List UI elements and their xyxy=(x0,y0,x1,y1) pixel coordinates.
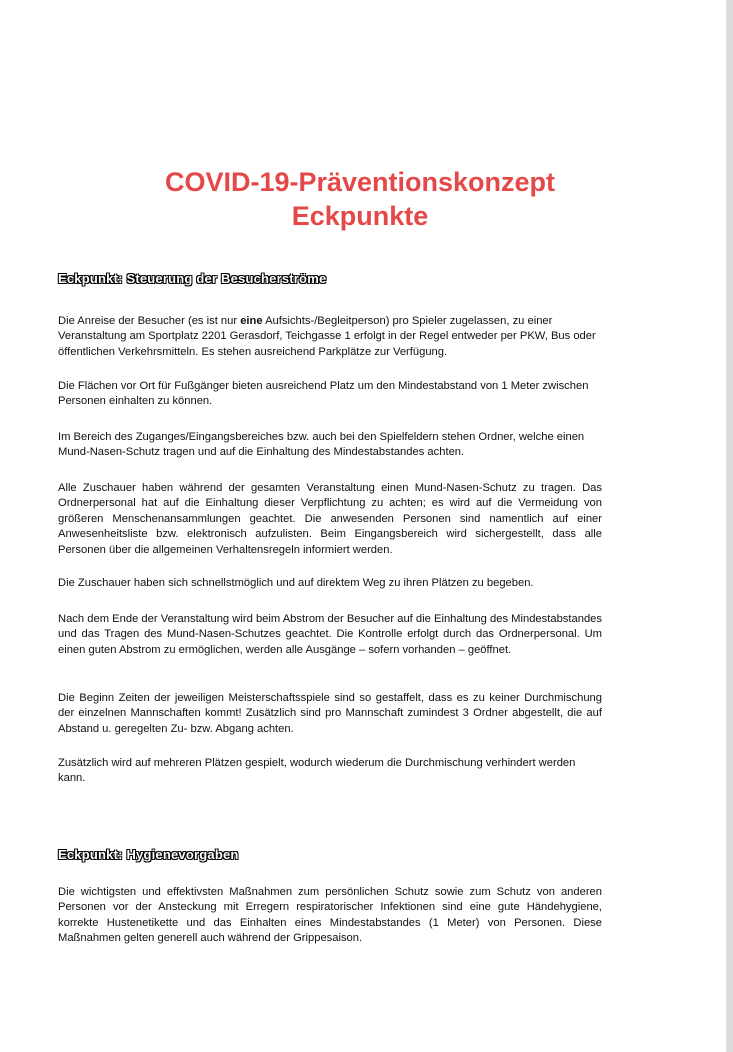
paragraph-hygiene-measures: Die wichtigsten und effektivsten Maßnahmen zum persönlichen Schutz sowie zum Schutz von anderen Personen vor der Ansteckung mit Erregern respiratorischer Infektionen sind eine gute Händehygiene, korrekte Hustenetikette und das Einhalten eines Mindestabstandes (1 Meter) von Personen. Diese Maßnahmen gelten generell auch während der Grippesaison. xyxy=(58,886,602,945)
paragraph-pedestrian-space: Die Flächen vor Ort für Fußgänger bieten ausreichend Platz um den Mindestabstand von 1 Meter zwischen Personen einhalten zu können. xyxy=(58,380,589,408)
paragraph-departure: Nach dem Ende der Veranstaltung wird beim Abstrom der Besucher auf die Einhaltung des Mindestabstandes und das Tragen des Mund-Nasen-Schutzes geachtet. Die Kontrolle erfolgt durch das Ordnerpersonal. Um einen guten Abstrom zu ermöglichen, werden alle Ausgänge – sofern vorhanden – geöffnet. xyxy=(58,613,602,656)
title-line-1: COVID-19-Präventionskonzept xyxy=(164,167,556,197)
paragraph-seating: Die Zuschauer haben sich schnellstmöglich und auf direktem Weg zu ihren Plätzen zu begeben. xyxy=(58,577,534,589)
title-line-2: Eckpunkte xyxy=(291,201,429,231)
paragraph-staggered-start: Die Beginn Zeiten der jeweiligen Meisterschaftsspiele sind so gestaffelt, dass es zu keiner Durchmischung der einzelnen Mannschaften kommt! Zusätzlich sind pro Mannschaft zumindest 3 Ordner abgestellt, die auf Abstand u. geregelten Zu- bzw. Abgang achten. xyxy=(58,692,602,735)
section-heading-hygiene: Eckpunkt: Hygienevorgaben xyxy=(58,847,239,862)
paragraph-arrival-end: Aufsichts-/Begleitperson) pro Spieler zugelassen, zu einer Veranstaltung am Sportplatz 2201 Gerasdorf, Teichgasse 1 erfolgt in der Regel entweder per PKW, Bus oder öffentlichen Verkehrsmitteln. Es stehen ausreichend Parkplätze zur Verfügung. xyxy=(58,315,596,358)
paragraph-arrival-bold: eine xyxy=(240,315,263,327)
paragraph-arrival-start: Die Anreise der Besucher (es ist nur xyxy=(58,315,241,327)
viewer-background-edge xyxy=(726,0,733,1052)
section-heading-visitor-flow: Eckpunkt: Steuerung der Besucherströme xyxy=(58,271,327,286)
paragraph-multiple-fields: Zusätzlich wird auf mehreren Plätzen gespielt, wodurch wiederum die Durchmischung verhindert werden kann. xyxy=(58,757,576,785)
document-title xyxy=(0,165,720,233)
paragraph-arrival xyxy=(58,314,602,360)
paragraph-entrance-stewards: Im Bereich des Zuganges/Eingangsbereiches bzw. auch bei den Spielfeldern stehen Ordner, welche einen Mund-Nasen-Schutz tragen und auf die Einhaltung des Mindestabstandes achten. xyxy=(58,431,585,459)
paragraph-mask-requirement: Alle Zuschauer haben während der gesamten Veranstaltung einen Mund-Nasen-Schutz zu tragen. Das Ordnerpersonal hat auf die Einhaltung dieser Verpflichtung zu achten; es wird auf die Vermeidung von größeren Menschenansammlungen geachtet. Die anwesenden Personen sind namentlich auf einer Anwesenheitsliste bzw. elektronisch aufzulisten. Beim Eingangsbereich wird sichergestellt, dass alle Personen über die allgemeinen Verhaltensregeln informiert werden. xyxy=(58,482,602,556)
